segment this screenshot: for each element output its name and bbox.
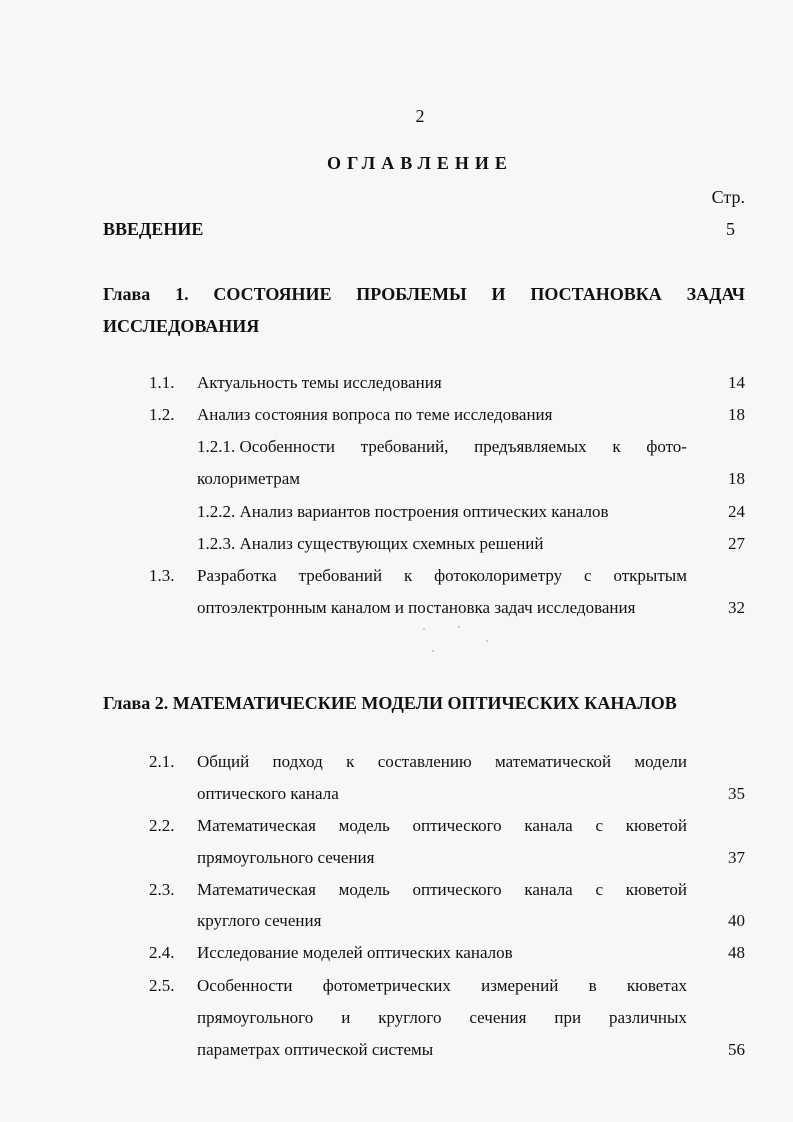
intro-heading: ВВЕДЕНИЕ bbox=[103, 219, 204, 239]
toc-item-text-line1 bbox=[197, 880, 687, 900]
word: оптического bbox=[412, 880, 502, 899]
word: СОСТОЯНИЕ bbox=[213, 284, 332, 304]
toc-item-text: Актуальность темы исследования bbox=[197, 373, 442, 392]
toc-subitem-text: 1.2.3. Анализ существующих схемных решений bbox=[197, 534, 544, 553]
word: кюветой bbox=[625, 816, 687, 835]
word: различных bbox=[609, 1008, 687, 1027]
toc-item-page: 56 bbox=[728, 1040, 745, 1059]
word: измерений bbox=[481, 976, 559, 995]
word: к bbox=[403, 566, 413, 585]
word: Математическая bbox=[197, 816, 316, 835]
toc-item-page: 14 bbox=[728, 373, 745, 392]
word: Математическая bbox=[197, 880, 316, 899]
word: канала bbox=[524, 816, 573, 835]
word: 1. bbox=[175, 284, 189, 304]
toc-item-text: Анализ состояния вопроса по теме исследования bbox=[197, 405, 553, 424]
chapter2-heading: Глава 2. МАТЕМАТИЧЕСКИЕ МОДЕЛИ ОПТИЧЕСКИХ КАНАЛОВ bbox=[103, 693, 677, 713]
word: кюветах bbox=[626, 976, 687, 995]
toc-item-text: Исследование моделей оптических каналов bbox=[197, 943, 513, 962]
toc-item-number: 2.1. bbox=[149, 752, 175, 771]
chapter1-heading-line2: ИССЛЕДОВАНИЯ bbox=[103, 316, 260, 336]
word: требований, bbox=[360, 437, 449, 456]
page-column-header: Стр. bbox=[711, 187, 745, 207]
word: к bbox=[346, 752, 355, 771]
toc-item-number: 2.2. bbox=[149, 816, 175, 835]
chapter1-heading-line1 bbox=[103, 284, 745, 305]
toc-item-number: 2.3. bbox=[149, 880, 175, 899]
toc-item-text-line1 bbox=[197, 816, 687, 836]
toc-item-text-line2 bbox=[197, 1008, 687, 1028]
toc-item-text-line2: круглого сечения bbox=[197, 911, 322, 930]
toc-item-page: 27 bbox=[728, 534, 745, 553]
toc-item-text-line3: параметрах оптической системы bbox=[197, 1040, 434, 1059]
toc-item-number: 2.4. bbox=[149, 943, 175, 962]
word: ЗАДАЧ bbox=[686, 284, 745, 304]
toc-item-page: 48 bbox=[728, 943, 745, 962]
toc-item-page: 24 bbox=[728, 502, 745, 521]
toc-item-number: 1.1. bbox=[149, 373, 175, 392]
word: круглого bbox=[378, 1008, 442, 1027]
word: модель bbox=[338, 816, 390, 835]
scan-speck bbox=[423, 628, 425, 630]
word: Общий bbox=[197, 752, 250, 771]
word: фотоколориметру bbox=[434, 566, 563, 585]
intro-page: 5 bbox=[726, 219, 735, 239]
word: модель bbox=[338, 880, 390, 899]
word: в bbox=[588, 976, 597, 995]
word: Глава bbox=[103, 284, 151, 304]
toc-item-text-line1 bbox=[197, 566, 687, 586]
word: фотометрических bbox=[322, 976, 451, 995]
word: 1.2.1. Особенности bbox=[197, 437, 335, 456]
word: Особенности bbox=[197, 976, 293, 995]
page-number: 2 bbox=[415, 106, 425, 126]
toc-item-page: 18 bbox=[728, 469, 745, 488]
toc-item-page: 40 bbox=[728, 911, 745, 930]
word: подход bbox=[272, 752, 323, 771]
word: с bbox=[595, 880, 603, 899]
word: с bbox=[595, 816, 603, 835]
word: при bbox=[554, 1008, 582, 1027]
word: к bbox=[612, 437, 621, 456]
toc-item-text-line1 bbox=[197, 752, 687, 772]
word: открытым bbox=[613, 566, 687, 585]
toc-subitem-line2: колориметрам bbox=[197, 469, 300, 488]
word: Разработка bbox=[197, 566, 277, 585]
word: предъявляемых bbox=[474, 437, 587, 456]
word: составлению bbox=[377, 752, 472, 771]
word: И bbox=[491, 284, 506, 304]
word: ПРОБЛЕМЫ bbox=[356, 284, 467, 304]
toc-subitem-text: 1.2.2. Анализ вариантов построения оптических каналов bbox=[197, 502, 609, 521]
scan-speck bbox=[432, 650, 434, 652]
word: оптического bbox=[412, 816, 502, 835]
word: математической bbox=[495, 752, 612, 771]
toc-item-number: 1.2. bbox=[149, 405, 175, 424]
page-title: ОГЛАВЛЕНИЕ bbox=[327, 153, 513, 173]
toc-item-page: 32 bbox=[728, 598, 745, 617]
word: прямоугольного bbox=[197, 1008, 314, 1027]
toc-item-text-line2: оптического канала bbox=[197, 784, 339, 803]
word: и bbox=[341, 1008, 351, 1027]
word: сечения bbox=[469, 1008, 527, 1027]
toc-item-text-line1 bbox=[197, 976, 687, 996]
toc-item-text-line2: прямоугольного сечения bbox=[197, 848, 375, 867]
word: фото- bbox=[646, 437, 687, 456]
toc-item-text-line2: оптоэлектронным каналом и постановка задач исследования bbox=[197, 598, 636, 617]
toc-item-page: 18 bbox=[728, 405, 745, 424]
scan-speck bbox=[486, 640, 488, 642]
toc-item-number: 2.5. bbox=[149, 976, 175, 995]
word: требований bbox=[298, 566, 383, 585]
word: кюветой bbox=[625, 880, 687, 899]
word: канала bbox=[524, 880, 573, 899]
word: ПОСТАНОВКА bbox=[530, 284, 662, 304]
toc-item-page: 37 bbox=[728, 848, 745, 867]
toc-subitem-line1 bbox=[197, 437, 687, 457]
scan-speck bbox=[458, 626, 460, 628]
word: с bbox=[584, 566, 592, 585]
toc-item-number: 1.3. bbox=[149, 566, 175, 585]
word: модели bbox=[634, 752, 687, 771]
toc-item-page: 35 bbox=[728, 784, 745, 803]
